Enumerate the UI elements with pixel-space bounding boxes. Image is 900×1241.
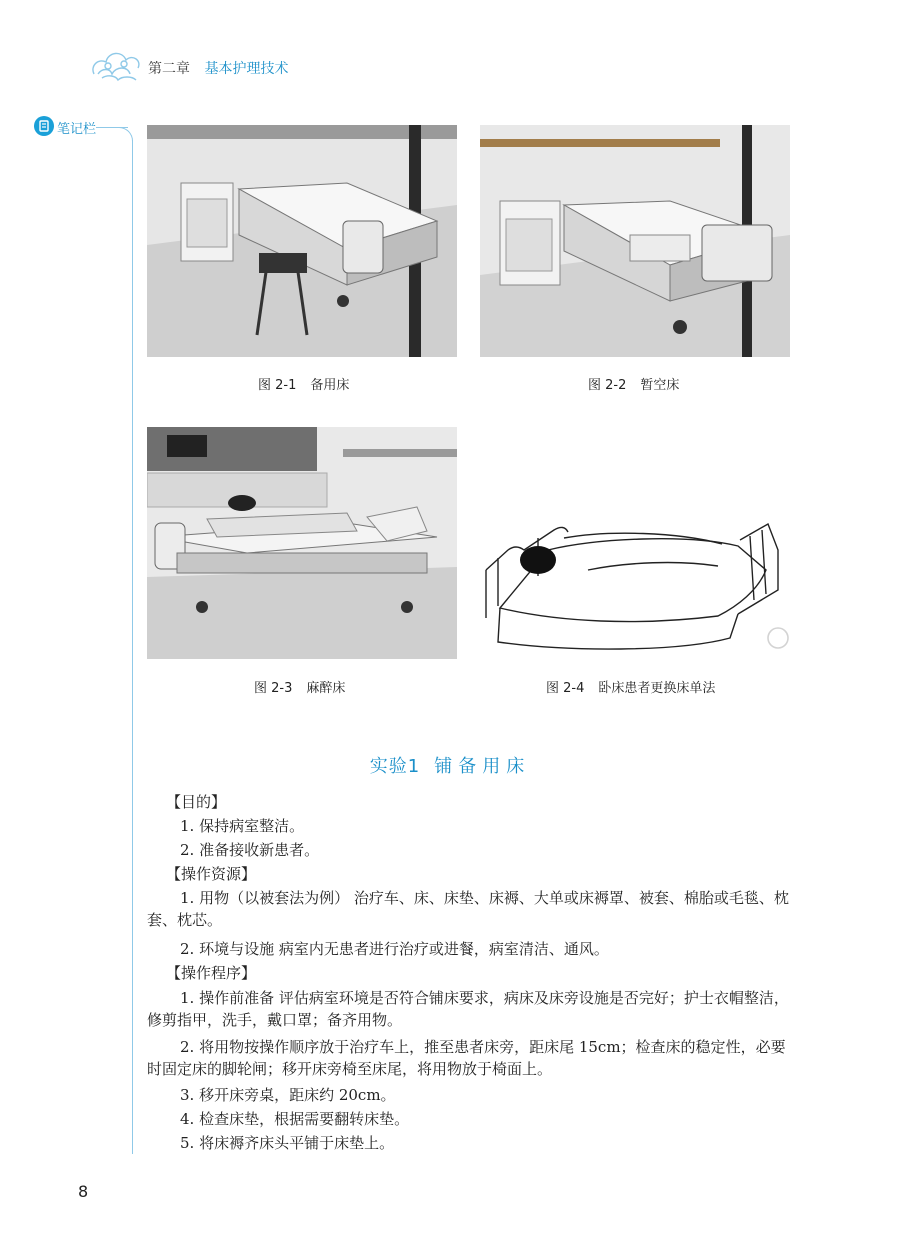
notes-icon (34, 116, 54, 136)
figure-2-2-caption (588, 374, 679, 393)
procedure-item-4: 4. 检查床垫，根据需要翻转床垫。 (180, 1110, 410, 1128)
experiment-number: 实验1 (369, 756, 421, 777)
procedure-item-2: 2. 将用物按操作顺序放于治疗车上，推至患者床旁，距床尾 15cm；检查床的稳定性，必要时固定床的脚轮闸；移开床旁椅至床尾，将用物放于椅面上。 (147, 1038, 786, 1078)
figure-2-2-photo (480, 125, 790, 357)
figure-2-4-illustration (478, 510, 798, 660)
figure-2-1-photo (147, 125, 457, 357)
figure-2-3-photo (147, 427, 457, 659)
notes-column-label: 笔记栏 (57, 122, 97, 137)
figure-number: 图 2-3 (254, 681, 293, 696)
figure-title: 麻醉床 (306, 681, 346, 696)
figure-title: 卧床患者更换床单法 (598, 681, 716, 696)
resources-item-2: 2. 环境与设施 病室内无患者进行治疗或进餐，病室清洁、通风。 (180, 940, 609, 958)
figure-number: 图 2-4 (546, 681, 585, 696)
experiment-name: 铺备用床 (434, 756, 531, 777)
notes-rule-corner (118, 127, 133, 142)
figure-2-1-caption (258, 374, 349, 393)
figure-number: 图 2-2 (588, 378, 627, 393)
figure-title: 备用床 (310, 378, 350, 393)
section-heading-purpose: 【目的】 (166, 793, 227, 811)
running-header (148, 58, 288, 78)
chapter-number: 第二章 (148, 61, 190, 77)
purpose-item-1: 1. 保持病室整洁。 (180, 817, 305, 835)
page-number: 8 (78, 1182, 89, 1201)
procedure-item-5: 5. 将床褥齐床头平铺于床垫上。 (180, 1134, 395, 1152)
chapter-title: 基本护理技术 (204, 61, 289, 77)
resources-item-1: 1. 用物（以被套法为例） 治疗车、床、床垫、床褥、大单或床褥罩、被套、棉胎或毛毯、枕套、枕芯。 (147, 889, 789, 929)
notes-rule-vertical (132, 140, 133, 1154)
figure-2-3-caption (254, 677, 345, 696)
section-heading-procedure: 【操作程序】 (166, 964, 257, 982)
experiment-title (0, 752, 900, 778)
figure-title: 暂空床 (640, 378, 680, 393)
procedure-item-3: 3. 移开床旁桌，距床约 20cm。 (180, 1086, 396, 1104)
figure-number: 图 2-1 (258, 378, 297, 393)
figure-2-4-caption (546, 677, 715, 696)
cloud-logo-icon (88, 44, 148, 88)
section-heading-resources: 【操作资源】 (166, 865, 257, 883)
procedure-item-1: 1. 操作前准备 评估病室环境是否符合铺床要求，病床及床旁设施是否完好；护士衣帽整洁，修剪指甲，洗手，戴口罩；备齐用物。 (147, 989, 789, 1029)
purpose-item-2: 2. 准备接收新患者。 (180, 841, 320, 859)
